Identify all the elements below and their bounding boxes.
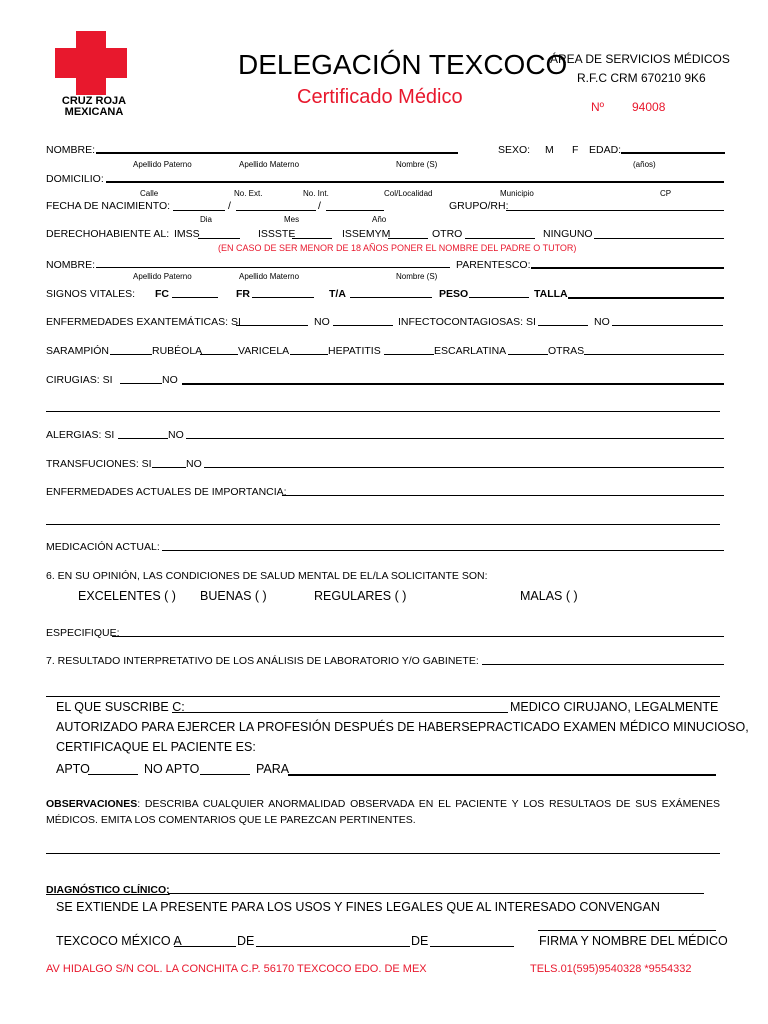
cirugias-label: CIRUGIAS: SI — [46, 374, 113, 386]
fecha-mes-field[interactable] — [236, 210, 316, 211]
exantematicas-no-field[interactable] — [333, 325, 393, 326]
issemym-label: ISSEMYM — [342, 228, 391, 240]
talla-label: TALLA — [534, 288, 568, 300]
sub-municipio: Municipio — [500, 189, 534, 198]
grupo-label: GRUPO/RH: — [449, 200, 509, 212]
sub-ext: No. Ext. — [234, 189, 263, 198]
domicilio-field[interactable] — [106, 181, 724, 183]
certifica-text: CERTIFICAQUE EL PACIENTE ES: — [56, 740, 256, 754]
dia-field[interactable] — [174, 946, 236, 947]
nombre-field[interactable] — [96, 152, 458, 154]
diagnostico-field[interactable] — [168, 893, 704, 894]
sub-cp: CP — [660, 189, 672, 198]
apto-field[interactable] — [88, 774, 138, 775]
sub-anos: (años) — [633, 160, 656, 169]
suscribe-field[interactable] — [172, 712, 508, 713]
buenas-option[interactable]: BUENAS ( ) — [200, 589, 267, 603]
ninguno-field[interactable] — [594, 238, 724, 239]
imss-label: IMSS — [174, 228, 200, 240]
infecto-no-field[interactable] — [612, 325, 723, 326]
alergias-no-label: NO — [168, 429, 184, 441]
cirugias-si-field[interactable] — [120, 383, 162, 384]
hepatitis-field[interactable] — [384, 354, 434, 355]
exantematicas-no-label: NO — [314, 316, 330, 328]
firma-field[interactable] — [538, 930, 716, 931]
infecto-no-label: NO — [594, 316, 610, 328]
sub-apellido-paterno: Apellido Paterno — [133, 160, 192, 169]
cirugias-extra-line[interactable] — [46, 411, 720, 412]
observaciones-field[interactable] — [46, 853, 720, 854]
fc-label: FC — [155, 288, 169, 300]
sub-dia: Dia — [200, 215, 213, 224]
sub-apellido-paterno: Apellido Paterno — [133, 272, 192, 281]
excelentes-option[interactable]: EXCELENTES ( ) — [78, 589, 176, 603]
regulares-option[interactable]: REGULARES ( ) — [314, 589, 407, 603]
varicela-field[interactable] — [290, 354, 328, 355]
exantematicas-label: ENFERMEDADES EXANTEMÁTICAS: SI — [46, 316, 241, 328]
sub-apellido-materno: Apellido Materno — [239, 160, 300, 169]
de-label-1: DE — [237, 934, 255, 948]
apto-label: APTO — [56, 762, 90, 776]
medicacion-label: MEDICACIÓN ACTUAL: — [46, 541, 160, 553]
area-label: ÁREA DE SERVICIOS MÉDICOS — [550, 52, 730, 66]
issemym-field[interactable] — [388, 238, 428, 239]
ano-field[interactable] — [430, 946, 514, 947]
page-title: DELEGACIÓN TEXCOCO — [238, 49, 568, 80]
transfusiones-si-field[interactable] — [152, 467, 186, 468]
cirugias-no-field[interactable] — [182, 383, 724, 385]
parentesco-label: PARENTESCO: — [456, 259, 531, 271]
sub-nombres: Nombre (S) — [396, 272, 438, 281]
observaciones-label: OBSERVACIONES — [46, 798, 138, 810]
footer-phones: TELS.01(595)9540328 *9554332 — [530, 963, 692, 975]
sub-col: Col/Localidad — [384, 189, 433, 198]
sub-int: No. Int. — [303, 189, 329, 198]
ta-label: T/A — [329, 288, 346, 300]
footer-address: AV HIDALGO S/N COL. LA CONCHITA C.P. 56170 TEXCOCO EDO. DE MEX — [46, 963, 427, 975]
fecha-nac-label: FECHA DE NACIMIENTO: — [46, 200, 171, 212]
hepatitis-label: HEPATITIS — [328, 345, 381, 357]
alergias-no-field[interactable] — [186, 438, 724, 439]
fecha-ano-field[interactable] — [326, 210, 384, 211]
escarlatina-label: ESCARLATINA — [434, 345, 507, 357]
parentesco-field[interactable] — [531, 267, 724, 269]
fr-field[interactable] — [252, 297, 314, 298]
nombre-label: NOMBRE: — [46, 144, 96, 156]
q6-label: 6. EN SU OPINIÓN, LAS CONDICIONES DE SALUD MENTAL DE EL/LA SOLICITANTE SON: — [46, 570, 488, 582]
texcoco-a-label: TEXCOCO MÉXICO A — [56, 934, 182, 948]
red-cross-icon-bar — [55, 48, 127, 78]
rfc-label: R.F.C CRM 670210 9K6 — [577, 71, 706, 85]
fr-label: FR — [236, 288, 250, 300]
sarampion-field[interactable] — [110, 354, 152, 355]
issste-label: ISSSTE — [258, 228, 296, 240]
actuales-label: ENFERMEDADES ACTUALES DE IMPORTANCIA: — [46, 486, 287, 498]
transfusiones-no-label: NO — [186, 458, 202, 470]
de-label-2: DE — [411, 934, 429, 948]
actuales-field[interactable] — [282, 495, 724, 496]
medicacion-field[interactable] — [162, 550, 724, 551]
page-subtitle: Certificado Médico — [297, 86, 463, 108]
logo-line1: CRUZ ROJA — [61, 95, 127, 107]
sexo-label: SEXO: — [498, 144, 531, 156]
imss-field[interactable] — [198, 238, 240, 239]
transfusiones-no-field[interactable] — [204, 467, 724, 468]
slash: / — [318, 200, 321, 212]
infecto-si-field[interactable] — [538, 325, 588, 326]
alergias-si-field[interactable] — [118, 438, 168, 439]
menor-note: (EN CASO DE SER MENOR DE 18 AÑOS PONER EL NOMBRE DEL PADRE O TUTOR) — [218, 243, 577, 253]
sarampion-label: SARAMPIÓN — [46, 345, 110, 357]
mes-field[interactable] — [256, 946, 410, 947]
edad-field[interactable] — [621, 152, 725, 154]
alergias-label: ALERGIAS: SI — [46, 429, 115, 441]
suscribe-label: EL QUE SUSCRIBE C: — [56, 700, 185, 714]
talla-field[interactable] — [568, 297, 724, 299]
edad-label: EDAD: — [589, 144, 622, 156]
infecto-label: INFECTOCONTAGIOSAS: SI — [398, 316, 536, 328]
slash: / — [228, 200, 231, 212]
extiende-text: SE EXTIENDE LA PRESENTE PARA LOS USOS Y FINES LEGALES QUE AL INTERESADO CONVENGAN — [56, 900, 660, 914]
peso-field[interactable] — [469, 297, 529, 298]
derecho-label: DERECHOHABIENTE AL: — [46, 228, 170, 240]
no-apto-label: NO APTO — [144, 762, 200, 776]
para-label: PARA — [256, 762, 290, 776]
peso-label: PESO — [439, 288, 469, 300]
folio-number: 94008 — [632, 100, 666, 114]
observaciones-paragraph — [46, 796, 720, 828]
cirugias-no-label: NO — [162, 374, 178, 386]
otras-label: OTRAS — [548, 345, 585, 357]
q7-extra-line[interactable] — [46, 696, 720, 697]
signos-label: SIGNOS VITALES: — [46, 288, 136, 300]
ninguno-label: NINGUNO — [543, 228, 593, 240]
rubeola-label: RUBÉOLA — [152, 345, 203, 357]
q7-label: 7. RESULTADO INTERPRETATIVO DE LOS ANÁLISIS DE LABORATORIO Y/O GABINETE: — [46, 655, 479, 667]
otras-field[interactable] — [584, 354, 724, 355]
firma-label: FIRMA Y NOMBRE DEL MÉDICO — [539, 934, 728, 948]
domicilio-label: DOMICILIO: — [46, 173, 104, 185]
sub-nombres: Nombre (S) — [396, 160, 438, 169]
transfusiones-label: TRANSFUCIONES: SI — [46, 458, 152, 470]
especifique-field[interactable] — [112, 636, 724, 637]
otro-label: OTRO — [432, 228, 463, 240]
no-apto-field[interactable] — [200, 774, 250, 775]
medico-label: MEDICO CIRUJANO, LEGALMENTE — [510, 700, 719, 714]
otro-field[interactable] — [465, 238, 535, 239]
q7-field[interactable] — [482, 664, 724, 665]
escarlatina-field[interactable] — [508, 354, 548, 355]
sub-apellido-materno: Apellido Materno — [239, 272, 300, 281]
para-field[interactable] — [288, 774, 716, 776]
diagnostico-label: DIAGNÓSTICO CLÍNICO: — [46, 884, 170, 896]
sub-ano: Año — [372, 215, 387, 224]
nombre-tutor-field[interactable] — [96, 267, 450, 268]
fc-field[interactable] — [172, 297, 218, 298]
sexo-m-option[interactable]: M — [545, 144, 554, 156]
nombre-tutor-label: NOMBRE: — [46, 259, 96, 271]
sub-mes: Mes — [284, 215, 300, 224]
observaciones-text: : DESCRIBA CUALQUIER ANORMALIDAD OBSERVADA EN EL PACIENTE Y LOS RESULTAOS DE SUS EXÁMENES MÉDICOS. EMITA LOS COMENTARIOS QUE LE PAREZCAN PERTINENTES. — [46, 798, 720, 826]
folio-label: Nº — [591, 100, 605, 114]
especifique-label: ESPECIFIQUE: — [46, 627, 120, 639]
logo-line2: MEXICANA — [64, 106, 124, 118]
sub-calle: Calle — [140, 189, 159, 198]
exantematicas-si-field[interactable] — [236, 325, 308, 326]
issste-field[interactable] — [292, 238, 332, 239]
actuales-extra-line[interactable] — [46, 524, 720, 525]
malas-option[interactable]: MALAS ( ) — [520, 589, 578, 603]
grupo-field[interactable] — [506, 210, 724, 211]
rubeola-field[interactable] — [200, 354, 238, 355]
ta-field[interactable] — [350, 297, 432, 298]
fecha-dia-field[interactable] — [173, 210, 225, 211]
varicela-label: VARICELA — [238, 345, 290, 357]
sexo-f-option[interactable]: F — [572, 144, 579, 156]
logo-text — [46, 96, 142, 118]
autorizado-text: AUTORIZADO PARA EJERCER LA PROFESIÓN DESPUÉS DE HABERSEPRACTICADO EXAMEN MÉDICO MINUCIOSO, — [56, 720, 749, 734]
